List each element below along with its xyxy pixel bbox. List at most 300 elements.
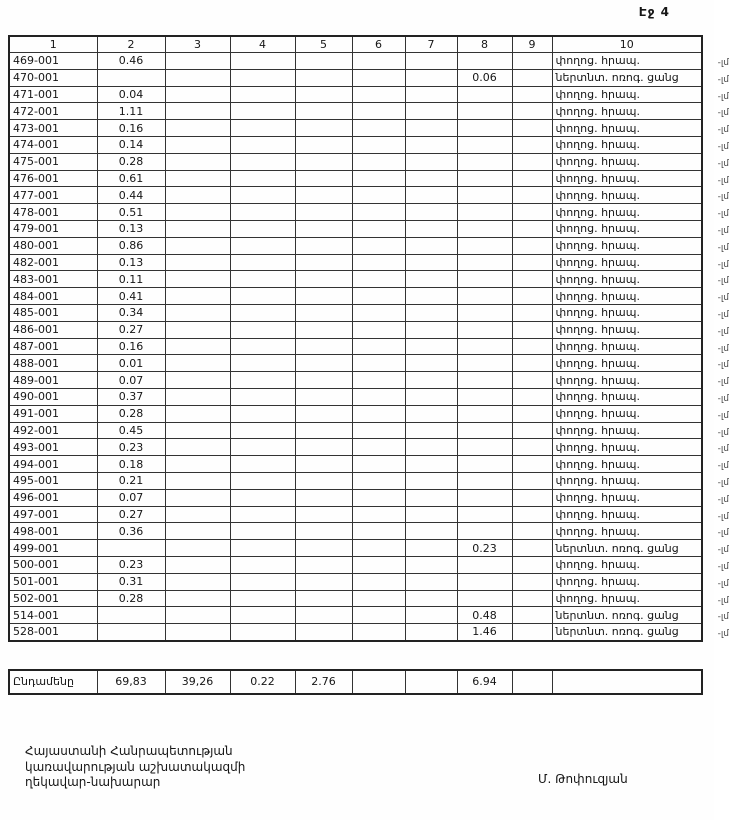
row-margin-mark: -լմ — [717, 377, 729, 388]
table-row — [9, 355, 702, 372]
row-value-cell-col9 — [512, 624, 552, 641]
row-value-cell-col5 — [295, 53, 352, 70]
row-value-cell-col4 — [230, 573, 295, 590]
row-margin-mark: -լմ — [717, 494, 729, 505]
row-value-cell-col8 — [457, 506, 512, 523]
row-value-cell-col2: 0.41 — [97, 288, 165, 305]
row-value-cell-col3 — [165, 304, 230, 321]
totals-cell-col8: 6.94 — [457, 670, 512, 694]
row-value-cell-col8 — [457, 53, 512, 70]
row-value-cell-col5 — [295, 607, 352, 624]
row-value-cell-col7 — [405, 271, 457, 288]
row-value-cell-col8 — [457, 556, 512, 573]
row-id-cell: 484-001 — [9, 288, 97, 305]
row-value-cell-col3 — [165, 271, 230, 288]
row-value-cell-col9 — [512, 237, 552, 254]
row-value-cell-col4 — [230, 540, 295, 557]
row-value-cell-col6 — [352, 86, 405, 103]
row-id-cell: 496-001 — [9, 489, 97, 506]
row-value-cell-col6 — [352, 220, 405, 237]
row-value-cell-col2: 0.04 — [97, 86, 165, 103]
table-row — [9, 288, 702, 305]
row-value-cell-col4 — [230, 489, 295, 506]
row-margin-mark: -լմ — [717, 561, 729, 572]
row-value-cell-col6 — [352, 153, 405, 170]
table-row — [9, 103, 702, 120]
row-value-cell-col6 — [352, 53, 405, 70]
row-margin-mark: -լմ — [717, 511, 729, 522]
row-value-cell-col3 — [165, 405, 230, 422]
row-value-cell-col3 — [165, 388, 230, 405]
row-value-cell-col9 — [512, 422, 552, 439]
row-description-cell: ներտնտ. ոռոգ. ցանց -լմ — [552, 69, 702, 86]
table-row — [9, 472, 702, 489]
row-margin-mark: -լմ — [717, 91, 729, 102]
row-value-cell-col3 — [165, 472, 230, 489]
row-description-cell: փողոց. հրապ. -լմ — [552, 422, 702, 439]
row-value-cell-col9 — [512, 573, 552, 590]
table-row — [9, 321, 702, 338]
row-margin-mark: -լմ — [717, 74, 729, 85]
row-description-cell: փողոց. հրապ. -լմ — [552, 372, 702, 389]
row-value-cell-col8: 0.23 — [457, 540, 512, 557]
table-row — [9, 590, 702, 607]
row-value-cell-col3 — [165, 53, 230, 70]
row-id-cell: 495-001 — [9, 472, 97, 489]
row-value-cell-col7 — [405, 506, 457, 523]
row-value-cell-col4 — [230, 288, 295, 305]
row-description-cell: փողոց. հրապ. -լմ — [552, 456, 702, 473]
row-value-cell-col3 — [165, 573, 230, 590]
row-value-cell-col7 — [405, 355, 457, 372]
row-value-cell-col7 — [405, 321, 457, 338]
row-margin-mark: -լմ — [717, 343, 729, 354]
row-value-cell-col7 — [405, 372, 457, 389]
table-body — [9, 53, 729, 641]
row-value-cell-col7 — [405, 439, 457, 456]
row-value-cell-col5 — [295, 372, 352, 389]
totals-cell-col7 — [405, 670, 457, 694]
row-value-cell-col5 — [295, 388, 352, 405]
table-row — [9, 237, 702, 254]
row-margin-mark: -լմ — [717, 595, 729, 606]
row-value-cell-col7 — [405, 624, 457, 641]
row-value-cell-col9 — [512, 472, 552, 489]
row-value-cell-col4 — [230, 86, 295, 103]
row-description-cell: փողոց. հրապ. -լմ — [552, 120, 702, 137]
row-description-cell: փողոց. հրապ. -լմ — [552, 590, 702, 607]
table-row — [9, 523, 702, 540]
row-description-cell: փողոց. հրապ. -լմ — [552, 556, 702, 573]
row-id-cell: 475-001 — [9, 153, 97, 170]
row-value-cell-col9 — [512, 439, 552, 456]
row-value-cell-col6 — [352, 556, 405, 573]
row-id-cell: 487-001 — [9, 338, 97, 355]
row-value-cell-col4 — [230, 355, 295, 372]
row-value-cell-col9 — [512, 456, 552, 473]
row-id-cell: 474-001 — [9, 136, 97, 153]
row-margin-mark: -լմ — [717, 192, 729, 203]
row-value-cell-col4 — [230, 271, 295, 288]
row-value-cell-col6 — [352, 405, 405, 422]
column-header-10: 10 — [552, 36, 702, 53]
row-value-cell-col5 — [295, 573, 352, 590]
row-value-cell-col9 — [512, 187, 552, 204]
row-value-cell-col2: 0.13 — [97, 220, 165, 237]
row-value-cell-col6 — [352, 422, 405, 439]
row-description-cell: ներտնտ. ոռոգ. ցանց -լմ — [552, 540, 702, 557]
row-value-cell-col7 — [405, 53, 457, 70]
table-row — [9, 86, 702, 103]
row-value-cell-col7 — [405, 304, 457, 321]
column-header-6: 6 — [352, 36, 405, 53]
row-value-cell-col6 — [352, 607, 405, 624]
row-value-cell-col2: 0.14 — [97, 136, 165, 153]
row-margin-mark: -լմ — [717, 545, 729, 556]
row-value-cell-col8 — [457, 103, 512, 120]
row-description-cell: փողոց. հրապ. -լմ — [552, 204, 702, 221]
row-value-cell-col4 — [230, 170, 295, 187]
row-value-cell-col4 — [230, 422, 295, 439]
row-description-cell: փողոց. հրապ. -լմ — [552, 472, 702, 489]
row-value-cell-col6 — [352, 624, 405, 641]
row-description-cell: ներտնտ. ոռոգ. ցանց -լմ — [552, 624, 702, 641]
row-value-cell-col9 — [512, 355, 552, 372]
column-header-1: 1 — [9, 36, 97, 53]
row-value-cell-col7 — [405, 288, 457, 305]
row-value-cell-col2: 0.13 — [97, 254, 165, 271]
row-value-cell-col2 — [97, 624, 165, 641]
row-description-cell: ներտնտ. ոռոգ. ցանց -լմ — [552, 607, 702, 624]
column-header-4: 4 — [230, 36, 295, 53]
row-value-cell-col3 — [165, 86, 230, 103]
row-value-cell-col6 — [352, 304, 405, 321]
row-value-cell-col2: 0.45 — [97, 422, 165, 439]
row-description-cell: փողոց. հրապ. -լմ — [552, 220, 702, 237]
row-value-cell-col9 — [512, 220, 552, 237]
row-value-cell-col7 — [405, 170, 457, 187]
row-value-cell-col6 — [352, 204, 405, 221]
row-id-cell: 489-001 — [9, 372, 97, 389]
row-id-cell: 479-001 — [9, 220, 97, 237]
row-value-cell-col6 — [352, 573, 405, 590]
row-value-cell-col9 — [512, 153, 552, 170]
row-value-cell-col7 — [405, 220, 457, 237]
row-value-cell-col2: 0.28 — [97, 405, 165, 422]
row-value-cell-col9 — [512, 288, 552, 305]
row-value-cell-col6 — [352, 321, 405, 338]
row-value-cell-col5 — [295, 540, 352, 557]
row-margin-mark: -լմ — [717, 276, 729, 287]
row-margin-mark: -լմ — [717, 108, 729, 119]
row-value-cell-col9 — [512, 489, 552, 506]
table-row — [9, 624, 702, 641]
signature-name: Մ. Թոփուզյան — [538, 772, 628, 786]
row-value-cell-col4 — [230, 237, 295, 254]
totals-cell-col10 — [552, 670, 702, 694]
table-row — [9, 372, 702, 389]
row-value-cell-col7 — [405, 489, 457, 506]
row-value-cell-col7 — [405, 540, 457, 557]
row-value-cell-col8 — [457, 405, 512, 422]
row-value-cell-col6 — [352, 506, 405, 523]
row-value-cell-col9 — [512, 304, 552, 321]
row-id-cell: 514-001 — [9, 607, 97, 624]
row-margin-mark: -լմ — [717, 444, 729, 455]
row-value-cell-col8 — [457, 489, 512, 506]
row-value-cell-col4 — [230, 254, 295, 271]
row-margin-mark: -լմ — [717, 259, 729, 270]
row-value-cell-col8 — [457, 456, 512, 473]
row-description-cell: փողոց. հրապ. -լմ — [552, 53, 702, 70]
row-value-cell-col4 — [230, 187, 295, 204]
row-id-cell: 482-001 — [9, 254, 97, 271]
row-value-cell-col5 — [295, 472, 352, 489]
table-row — [9, 69, 702, 86]
row-value-cell-col4 — [230, 405, 295, 422]
table-row — [9, 556, 702, 573]
totals-cell-col2: 69,83 — [97, 670, 165, 694]
row-value-cell-col5 — [295, 170, 352, 187]
row-value-cell-col4 — [230, 556, 295, 573]
row-value-cell-col9 — [512, 556, 552, 573]
row-description-cell: փողոց. հրապ. -լմ — [552, 237, 702, 254]
row-value-cell-col4 — [230, 472, 295, 489]
row-value-cell-col3 — [165, 220, 230, 237]
row-value-cell-col6 — [352, 136, 405, 153]
totals-cell-col9 — [512, 670, 552, 694]
row-value-cell-col7 — [405, 573, 457, 590]
row-description-cell: փողոց. հրապ. -լմ — [552, 338, 702, 355]
table-row — [9, 304, 702, 321]
data-table — [8, 35, 729, 642]
row-value-cell-col4 — [230, 439, 295, 456]
row-value-cell-col4 — [230, 523, 295, 540]
row-value-cell-col3 — [165, 237, 230, 254]
table-row — [9, 53, 702, 70]
row-value-cell-col9 — [512, 271, 552, 288]
row-value-cell-col8 — [457, 523, 512, 540]
row-margin-mark: -լմ — [717, 158, 729, 169]
row-id-cell: 528-001 — [9, 624, 97, 641]
row-value-cell-col4 — [230, 153, 295, 170]
row-value-cell-col8 — [457, 338, 512, 355]
row-value-cell-col7 — [405, 204, 457, 221]
row-id-cell: 499-001 — [9, 540, 97, 557]
row-value-cell-col9 — [512, 607, 552, 624]
row-value-cell-col6 — [352, 355, 405, 372]
row-margin-mark: -լմ — [717, 612, 729, 623]
row-margin-mark: -լմ — [717, 175, 729, 186]
row-description-cell: փողոց. հրապ. -լմ — [552, 103, 702, 120]
row-value-cell-col5 — [295, 271, 352, 288]
table-row — [9, 573, 702, 590]
table-row — [9, 136, 702, 153]
row-value-cell-col4 — [230, 103, 295, 120]
column-header-5: 5 — [295, 36, 352, 53]
row-value-cell-col3 — [165, 456, 230, 473]
row-value-cell-col2: 0.37 — [97, 388, 165, 405]
row-value-cell-col5 — [295, 120, 352, 137]
row-margin-mark: -լմ — [717, 393, 729, 404]
row-value-cell-col6 — [352, 254, 405, 271]
table-row — [9, 607, 702, 624]
row-value-cell-col6 — [352, 187, 405, 204]
row-value-cell-col2: 0.11 — [97, 271, 165, 288]
row-value-cell-col2: 0.01 — [97, 355, 165, 372]
row-value-cell-col7 — [405, 136, 457, 153]
row-id-cell: 493-001 — [9, 439, 97, 456]
row-value-cell-col3 — [165, 153, 230, 170]
row-id-cell: 470-001 — [9, 69, 97, 86]
row-value-cell-col2: 0.07 — [97, 372, 165, 389]
row-margin-mark: -լմ — [717, 528, 729, 539]
row-margin-mark: -լմ — [717, 309, 729, 320]
row-description-cell: փողոց. հրապ. -լմ — [552, 388, 702, 405]
row-value-cell-col5 — [295, 355, 352, 372]
row-value-cell-col7 — [405, 472, 457, 489]
row-value-cell-col7 — [405, 69, 457, 86]
row-value-cell-col7 — [405, 405, 457, 422]
row-value-cell-col7 — [405, 456, 457, 473]
row-value-cell-col6 — [352, 439, 405, 456]
row-value-cell-col6 — [352, 338, 405, 355]
row-value-cell-col8 — [457, 355, 512, 372]
row-description-cell: փողոց. հրապ. -լմ — [552, 254, 702, 271]
table-row — [9, 506, 702, 523]
row-value-cell-col5 — [295, 187, 352, 204]
row-value-cell-col3 — [165, 489, 230, 506]
column-header-9: 9 — [512, 36, 552, 53]
row-id-cell: 473-001 — [9, 120, 97, 137]
row-id-cell: 480-001 — [9, 237, 97, 254]
row-value-cell-col7 — [405, 338, 457, 355]
row-value-cell-col3 — [165, 506, 230, 523]
row-margin-mark: -լմ — [717, 360, 729, 371]
row-value-cell-col6 — [352, 489, 405, 506]
row-value-cell-col6 — [352, 590, 405, 607]
row-value-cell-col9 — [512, 53, 552, 70]
row-margin-mark: -լմ — [717, 629, 729, 640]
row-id-cell: 502-001 — [9, 590, 97, 607]
row-value-cell-col3 — [165, 136, 230, 153]
row-value-cell-col5 — [295, 590, 352, 607]
column-header-3: 3 — [165, 36, 230, 53]
row-value-cell-col7 — [405, 523, 457, 540]
footer-line-3: ղեկավար-նախարար — [25, 775, 161, 789]
row-value-cell-col8: 1.46 — [457, 624, 512, 641]
row-value-cell-col3 — [165, 288, 230, 305]
row-value-cell-col9 — [512, 120, 552, 137]
row-value-cell-col5 — [295, 624, 352, 641]
row-margin-mark: -լմ — [717, 293, 729, 304]
row-value-cell-col8 — [457, 573, 512, 590]
row-value-cell-col5 — [295, 153, 352, 170]
row-value-cell-col9 — [512, 590, 552, 607]
footer-issuer-block — [25, 744, 245, 791]
row-value-cell-col5 — [295, 69, 352, 86]
row-value-cell-col4 — [230, 590, 295, 607]
table-row — [9, 422, 702, 439]
totals-cell-col5: 2.76 — [295, 670, 352, 694]
row-value-cell-col5 — [295, 254, 352, 271]
row-value-cell-col2: 0.46 — [97, 53, 165, 70]
row-id-cell: 490-001 — [9, 388, 97, 405]
row-value-cell-col9 — [512, 321, 552, 338]
row-value-cell-col9 — [512, 540, 552, 557]
row-value-cell-col5 — [295, 103, 352, 120]
row-value-cell-col3 — [165, 103, 230, 120]
row-description-cell: փողոց. հրապ. -լմ — [552, 271, 702, 288]
row-value-cell-col9 — [512, 254, 552, 271]
row-value-cell-col2: 1.11 — [97, 103, 165, 120]
row-id-cell: 492-001 — [9, 422, 97, 439]
row-value-cell-col9 — [512, 523, 552, 540]
row-id-cell: 500-001 — [9, 556, 97, 573]
row-value-cell-col3 — [165, 355, 230, 372]
row-value-cell-col3 — [165, 338, 230, 355]
row-value-cell-col2 — [97, 540, 165, 557]
row-id-cell: 478-001 — [9, 204, 97, 221]
row-value-cell-col6 — [352, 472, 405, 489]
row-value-cell-col8 — [457, 237, 512, 254]
row-value-cell-col4 — [230, 607, 295, 624]
table-row — [9, 338, 702, 355]
table-row — [9, 456, 702, 473]
row-value-cell-col3 — [165, 372, 230, 389]
row-id-cell: 477-001 — [9, 187, 97, 204]
row-value-cell-col2: 0.31 — [97, 573, 165, 590]
row-value-cell-col8 — [457, 86, 512, 103]
row-value-cell-col9 — [512, 372, 552, 389]
row-value-cell-col2: 0.21 — [97, 472, 165, 489]
row-value-cell-col7 — [405, 86, 457, 103]
row-value-cell-col2: 0.23 — [97, 556, 165, 573]
row-margin-mark: -լմ — [717, 242, 729, 253]
row-value-cell-col5 — [295, 288, 352, 305]
row-value-cell-col8 — [457, 120, 512, 137]
row-value-cell-col2: 0.28 — [97, 590, 165, 607]
row-value-cell-col4 — [230, 338, 295, 355]
row-value-cell-col4 — [230, 388, 295, 405]
row-description-cell: փողոց. հրապ. -լմ — [552, 506, 702, 523]
row-id-cell: 485-001 — [9, 304, 97, 321]
row-value-cell-col3 — [165, 540, 230, 557]
row-value-cell-col9 — [512, 103, 552, 120]
row-value-cell-col6 — [352, 388, 405, 405]
row-description-cell: փողոց. հրապ. -լմ — [552, 439, 702, 456]
row-value-cell-col4 — [230, 120, 295, 137]
row-value-cell-col2: 0.23 — [97, 439, 165, 456]
row-value-cell-col7 — [405, 187, 457, 204]
row-value-cell-col3 — [165, 69, 230, 86]
row-value-cell-col9 — [512, 405, 552, 422]
row-description-cell: փողոց. հրապ. -լմ — [552, 153, 702, 170]
row-value-cell-col2: 0.27 — [97, 321, 165, 338]
table-row — [9, 220, 702, 237]
row-value-cell-col3 — [165, 204, 230, 221]
row-value-cell-col7 — [405, 254, 457, 271]
table-row — [9, 187, 702, 204]
row-value-cell-col8 — [457, 472, 512, 489]
row-value-cell-col8 — [457, 388, 512, 405]
footer-line-1: Հայաստանի Հանրապետության — [25, 744, 233, 758]
row-value-cell-col6 — [352, 456, 405, 473]
row-value-cell-col3 — [165, 120, 230, 137]
row-margin-mark: -լմ — [717, 326, 729, 337]
row-value-cell-col8 — [457, 153, 512, 170]
row-value-cell-col2: 0.16 — [97, 120, 165, 137]
